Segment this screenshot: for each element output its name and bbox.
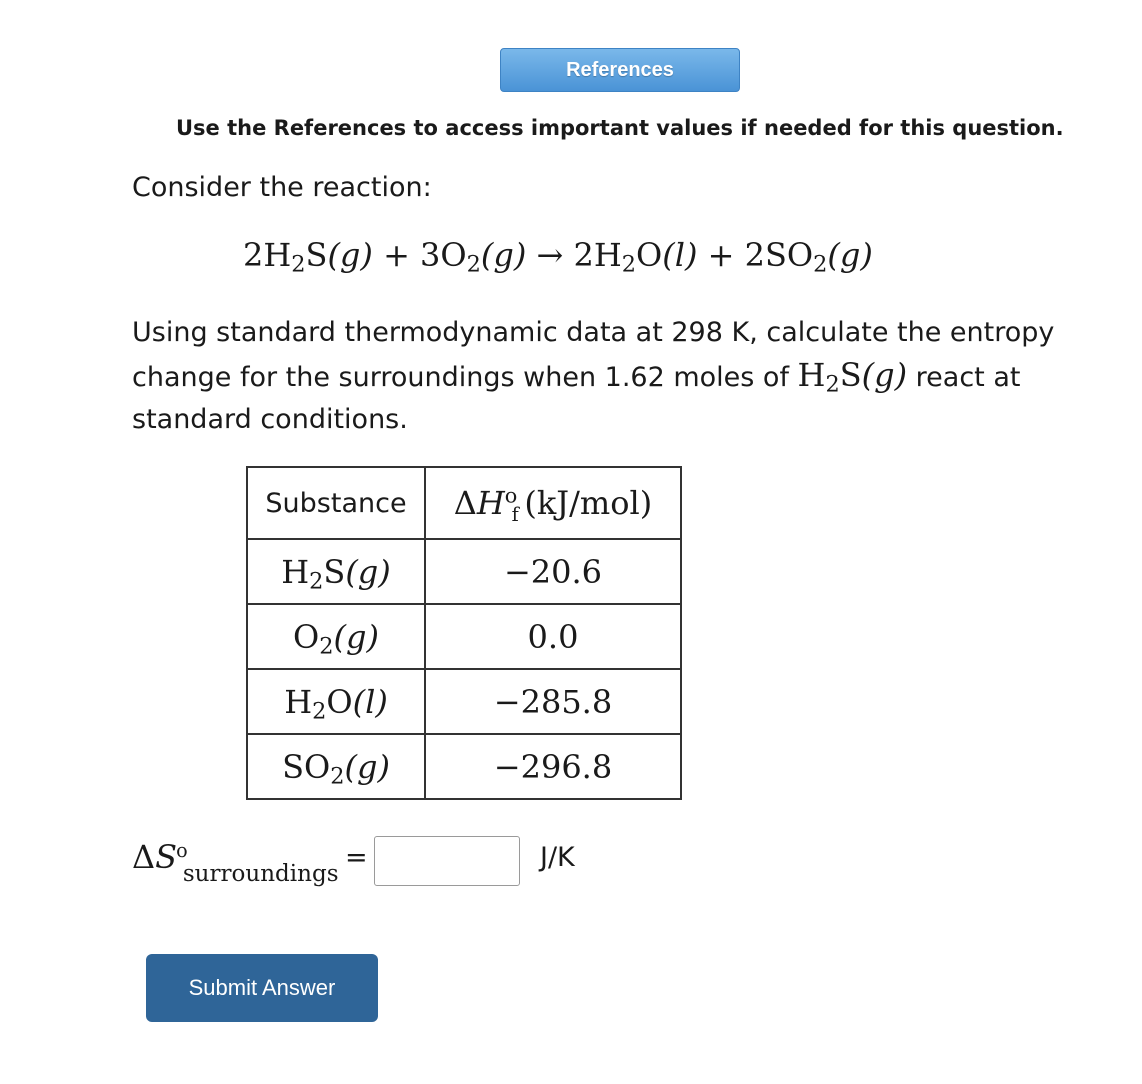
enthalpy-value-cell: −296.8 xyxy=(425,734,681,799)
table-row xyxy=(247,604,681,669)
reaction-arrow: → xyxy=(536,236,564,274)
species-formula: $H_2S(g)$ xyxy=(797,356,908,398)
substance-cell: $H_2S(g)$ xyxy=(247,539,425,604)
enthalpy-column-header: $\Delta H^o_f$ (kJ/mol) xyxy=(425,467,681,539)
enthalpy-value-cell: −20.6 xyxy=(425,539,681,604)
enthalpy-value-cell: 0.0 xyxy=(425,604,681,669)
substance-cell: $H_2O(l)$ xyxy=(247,669,425,734)
question-text: Using standard thermodynamic data at 298 K, calculate the entropy change for the surroundings when 1.62 moles of $H_2S(g)$ react at standard conditions. xyxy=(132,317,1055,435)
references-button[interactable]: References xyxy=(500,48,740,92)
table-row xyxy=(247,734,681,799)
substance-cell: $SO_2(g)$ xyxy=(247,734,425,799)
question-intro: Consider the reaction: xyxy=(132,172,432,203)
table-row xyxy=(247,539,681,604)
submit-answer-button[interactable]: Submit Answer xyxy=(146,954,378,1022)
substance-cell: $O_2(g)$ xyxy=(247,604,425,669)
table-header-row xyxy=(247,467,681,539)
table-row xyxy=(247,669,681,734)
instruction-text: Use the References to access important values if needed for this question. xyxy=(176,116,1064,140)
unit-label: J/K xyxy=(540,842,575,873)
equals-sign: = xyxy=(345,842,368,873)
enthalpy-value-cell: −285.8 xyxy=(425,669,681,734)
entropy-surroundings-label: $\Delta S^o_{surroundings}$ xyxy=(132,838,339,887)
answer-input[interactable] xyxy=(374,836,520,886)
substance-column-header: Substance xyxy=(247,467,425,539)
reaction-equation: $2H_2S(g) + 3O_2(g) \to 2H_2O(l) + 2SO_2(g)$ xyxy=(243,236,873,278)
thermo-data-table xyxy=(246,466,682,800)
